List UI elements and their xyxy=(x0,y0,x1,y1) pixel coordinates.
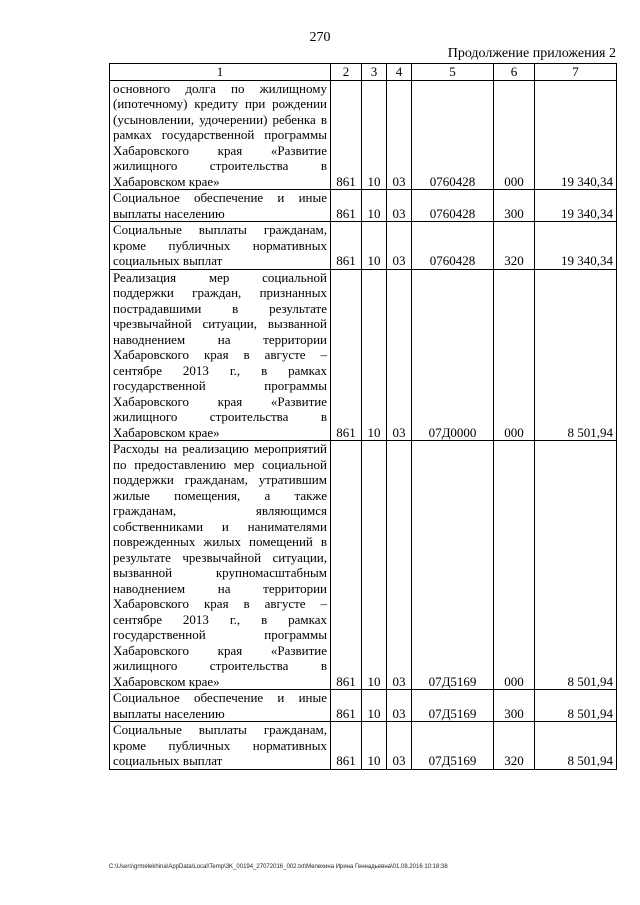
budget-table xyxy=(109,63,617,770)
row-subsection: 03 xyxy=(387,190,412,222)
row-expense-type: 000 xyxy=(494,441,535,690)
row-target-article: 07Д0000 xyxy=(412,269,494,441)
table-row xyxy=(110,80,617,190)
row-description: Социальное обеспечение и иные выплаты населению xyxy=(110,190,331,222)
row-subsection: 03 xyxy=(387,690,412,722)
row-description: Социальное обеспечение и иные выплаты населению xyxy=(110,690,331,722)
row-description: Социальные выплаты гражданам, кроме публичных нормативных социальных выплат xyxy=(110,722,331,770)
row-section: 10 xyxy=(362,190,387,222)
header-col-3: 3 xyxy=(362,64,387,81)
header-col-4: 4 xyxy=(387,64,412,81)
row-subsection: 03 xyxy=(387,441,412,690)
row-expense-type: 000 xyxy=(494,80,535,190)
header-col-6: 6 xyxy=(494,64,535,81)
row-section: 10 xyxy=(362,690,387,722)
row-amount: 8 501,94 xyxy=(535,269,617,441)
row-amount: 8 501,94 xyxy=(535,690,617,722)
header-col-7: 7 xyxy=(535,64,617,81)
table-row xyxy=(110,441,617,690)
row-ministry-code: 861 xyxy=(331,222,362,270)
table-row xyxy=(110,722,617,770)
header-row xyxy=(110,64,617,81)
row-amount: 19 340,34 xyxy=(535,222,617,270)
row-target-article: 0760428 xyxy=(412,190,494,222)
table-row xyxy=(110,222,617,270)
row-ministry-code: 861 xyxy=(331,722,362,770)
header-col-1: 1 xyxy=(110,64,331,81)
row-ministry-code: 861 xyxy=(331,690,362,722)
row-ministry-code: 861 xyxy=(331,190,362,222)
row-section: 10 xyxy=(362,269,387,441)
row-expense-type: 300 xyxy=(494,690,535,722)
row-section: 10 xyxy=(362,222,387,270)
row-section: 10 xyxy=(362,441,387,690)
row-target-article: 07Д5169 xyxy=(412,722,494,770)
header-col-5: 5 xyxy=(412,64,494,81)
row-section: 10 xyxy=(362,80,387,190)
row-subsection: 03 xyxy=(387,269,412,441)
row-description: основного долга по жилищному (ипотечному) кредиту при рождении (усыновлении, удочерении) ребенка в рамках государственной программы Хабаровского края «Развитие жилищного строительства в Хабаровском крае» xyxy=(110,80,331,190)
row-amount: 19 340,34 xyxy=(535,190,617,222)
continuation-label: Продолжение приложения 2 xyxy=(447,46,616,61)
table-row xyxy=(110,269,617,441)
row-ministry-code: 861 xyxy=(331,80,362,190)
row-section: 10 xyxy=(362,722,387,770)
row-description: Расходы на реализацию мероприятий по предоставлению мер социальной поддержки гражданам, утратившим жилые помещения, а также гражданам, являющимся собственниками и нанимателями поврежденных жилых помещений в результате чрезвычайной ситуации, вызванной крупномасштабным наводнением на территории Хабаровского края в августе – сентябре 2013 г., в рамках государственной программы Хабаровского края «Развитие жилищного строительства в Хабаровском крае» xyxy=(110,441,331,690)
row-subsection: 03 xyxy=(387,722,412,770)
row-amount: 8 501,94 xyxy=(535,441,617,690)
row-expense-type: 000 xyxy=(494,269,535,441)
row-target-article: 07Д5169 xyxy=(412,690,494,722)
row-expense-type: 320 xyxy=(494,722,535,770)
row-ministry-code: 861 xyxy=(331,269,362,441)
row-description: Социальные выплаты гражданам, кроме публичных нормативных социальных выплат xyxy=(110,222,331,270)
table-row xyxy=(110,190,617,222)
row-amount: 8 501,94 xyxy=(535,722,617,770)
row-ministry-code: 861 xyxy=(331,441,362,690)
row-target-article: 07Д5169 xyxy=(412,441,494,690)
row-subsection: 03 xyxy=(387,222,412,270)
file-path-footer: C:\Users\grmelekhina\AppData\Local\Temp\3K_00194_27072016_002.txt\Мелехина Ирина Геннадьевна\01.08.2016 10:18:38 xyxy=(109,864,448,870)
table-row xyxy=(110,690,617,722)
row-subsection: 03 xyxy=(387,80,412,190)
row-amount: 19 340,34 xyxy=(535,80,617,190)
row-expense-type: 320 xyxy=(494,222,535,270)
row-target-article: 0760428 xyxy=(412,222,494,270)
row-description: Реализация мер социальной поддержки граждан, признанных пострадавшими в результате чрезвычайной ситуации, вызванной наводнением на территории Хабаровского края в августе – сентябре 2013 г., в рамках государственной программы Хабаровского края «Развитие жилищного строительства в Хабаровском крае» xyxy=(110,269,331,441)
row-target-article: 0760428 xyxy=(412,80,494,190)
page-number: 270 xyxy=(309,30,331,45)
row-expense-type: 300 xyxy=(494,190,535,222)
header-col-2: 2 xyxy=(331,64,362,81)
